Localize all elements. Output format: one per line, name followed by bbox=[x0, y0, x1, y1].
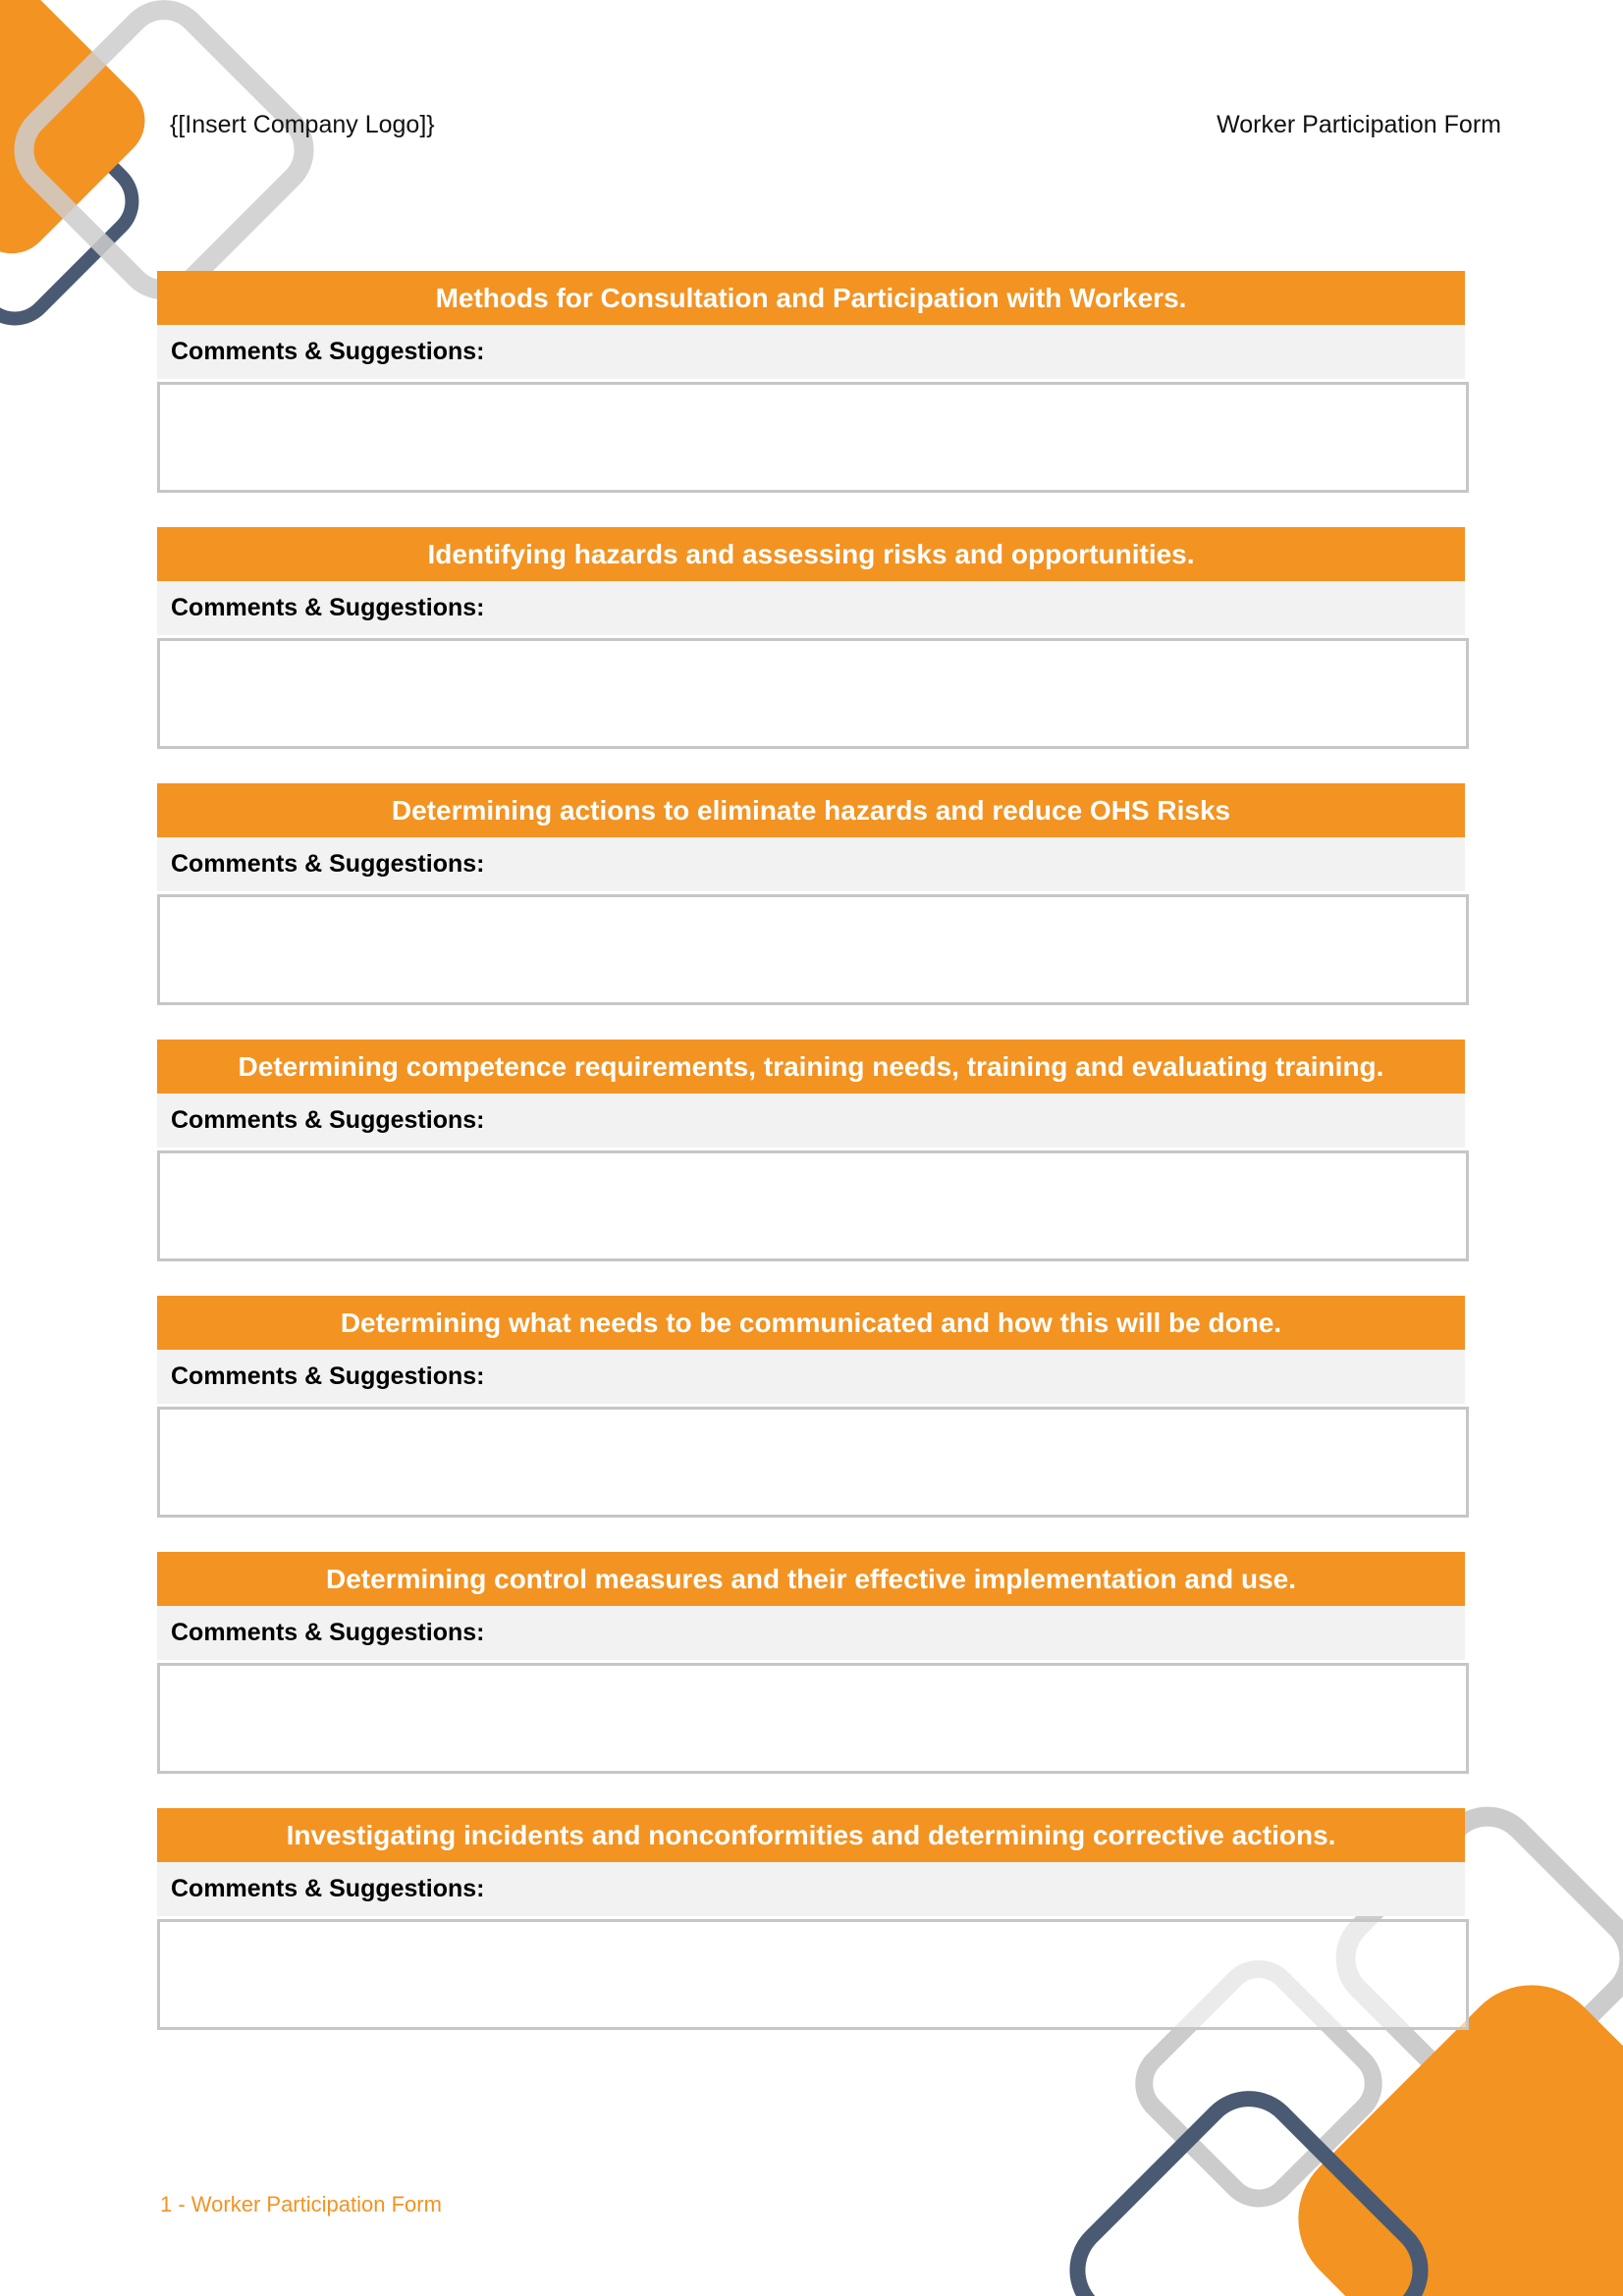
comments-box[interactable] bbox=[157, 894, 1469, 1005]
section-title: Investigating incidents and nonconformities and determining corrective actions. bbox=[157, 1808, 1465, 1862]
comments-box[interactable] bbox=[157, 1663, 1469, 1774]
comments-box[interactable] bbox=[157, 1150, 1469, 1261]
comments-box[interactable] bbox=[157, 638, 1469, 749]
section-eliminate-hazards bbox=[157, 783, 1469, 1040]
company-logo-placeholder: {[Insert Company Logo]} bbox=[170, 111, 435, 138]
section-communication bbox=[157, 1296, 1469, 1552]
comments-box[interactable] bbox=[157, 1919, 1469, 2030]
page-footer: 1 - Worker Participation Form bbox=[160, 2192, 442, 2216]
section-title: Methods for Consultation and Participation with Workers. bbox=[157, 271, 1465, 325]
comments-label: Comments & Suggestions: bbox=[157, 1862, 1465, 1916]
section-identifying-hazards bbox=[157, 527, 1469, 783]
comments-label: Comments & Suggestions: bbox=[157, 837, 1465, 891]
section-control-measures bbox=[157, 1552, 1469, 1808]
section-title: Determining what needs to be communicated and how this will be done. bbox=[157, 1296, 1465, 1350]
comments-label: Comments & Suggestions: bbox=[157, 1606, 1465, 1660]
comments-label: Comments & Suggestions: bbox=[157, 1350, 1465, 1404]
section-title: Identifying hazards and assessing risks and opportunities. bbox=[157, 527, 1465, 581]
comments-label: Comments & Suggestions: bbox=[157, 325, 1465, 379]
section-title: Determining actions to eliminate hazards and reduce OHS Risks bbox=[157, 783, 1465, 837]
section-consultation-methods bbox=[157, 271, 1469, 527]
section-title: Determining control measures and their effective implementation and use. bbox=[157, 1552, 1465, 1606]
comments-label: Comments & Suggestions: bbox=[157, 581, 1465, 635]
form-sections bbox=[157, 271, 1469, 2064]
section-title: Determining competence requirements, training needs, training and evaluating training. bbox=[157, 1040, 1465, 1094]
comments-label: Comments & Suggestions: bbox=[157, 1094, 1465, 1148]
section-incident-investigation bbox=[157, 1808, 1469, 2064]
section-competence-training bbox=[157, 1040, 1469, 1296]
form-title: Worker Participation Form bbox=[1217, 111, 1501, 138]
comments-box[interactable] bbox=[157, 382, 1469, 493]
comments-box[interactable] bbox=[157, 1407, 1469, 1518]
